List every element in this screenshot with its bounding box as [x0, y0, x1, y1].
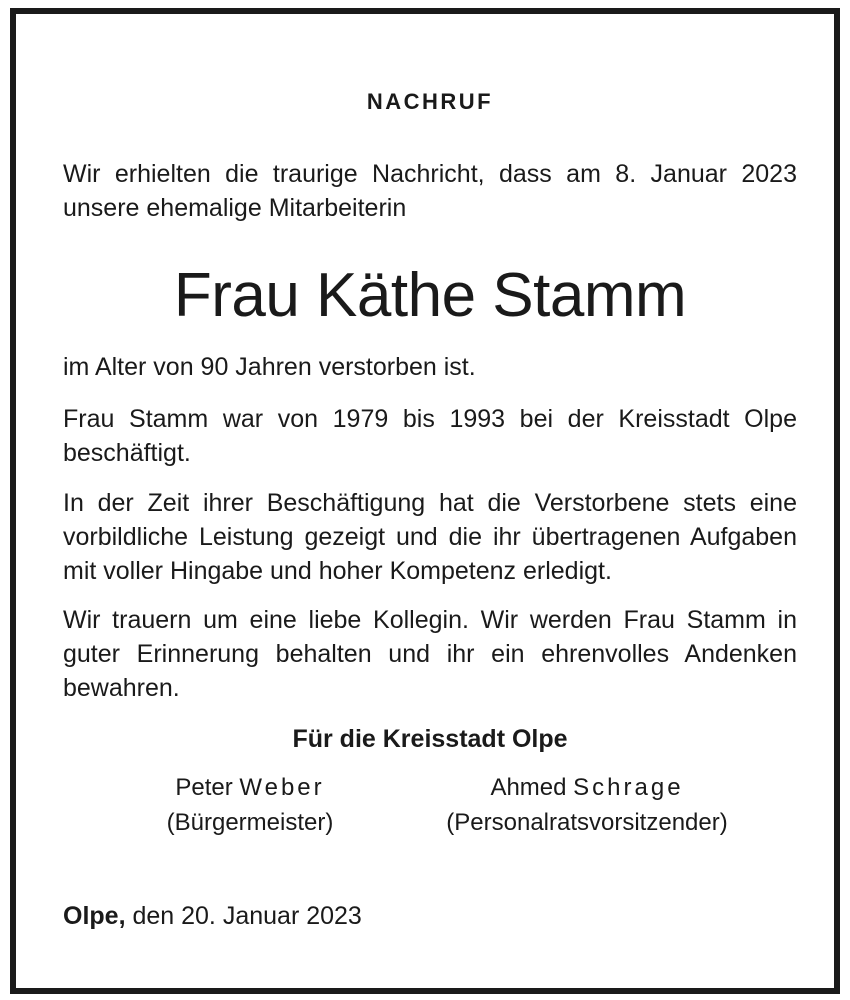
service-paragraph: In der Zeit ihrer Beschäftigung hat die Verstorbene stets eine vorbildliche Leistung gezeigt und die ihr übertragenen Aufgaben mit voller Hingabe und hoher Kompetenz erledigt. [63, 489, 797, 585]
signer-first-name: Peter [175, 774, 233, 801]
signer-mayor [135, 770, 365, 840]
notice-heading: NACHRUF [366, 89, 494, 114]
signer-role: (Personalratsvorsitzender) [446, 809, 728, 836]
signer-last-name: Weber [239, 774, 325, 801]
signer-first-name: Ahmed [490, 774, 567, 801]
signer-last-name: Schrage [573, 774, 684, 801]
employment-paragraph: Frau Stamm war von 1979 bis 1993 bei der Kreisstadt Olpe beschäftigt. [63, 405, 797, 467]
place-date-line [63, 902, 362, 931]
mourning-paragraph: Wir trauern um eine liebe Kollegin. Wir werden Frau Stamm in guter Erinnerung behalten und ihr ein ehrenvolles Andenken bewahren. [63, 606, 797, 702]
place-name: Olpe, [63, 902, 126, 930]
age-line: im Alter von 90 Jahren verstorben ist. [63, 353, 476, 381]
organization-signature: Für die Kreisstadt Olpe [292, 725, 568, 753]
notice-frame [10, 8, 840, 994]
signer-role: (Bürgermeister) [166, 809, 334, 836]
signer-council-chair [417, 770, 757, 840]
intro-paragraph: Wir erhielten die traurige Nachricht, dass am 8. Januar 2023 unsere ehemalige Mitarbeiterin [63, 160, 797, 222]
signer-name [417, 770, 757, 805]
date-text: den 20. Januar 2023 [132, 902, 362, 930]
deceased-name: Frau Käthe Stamm [173, 261, 687, 330]
signer-name [135, 770, 365, 805]
